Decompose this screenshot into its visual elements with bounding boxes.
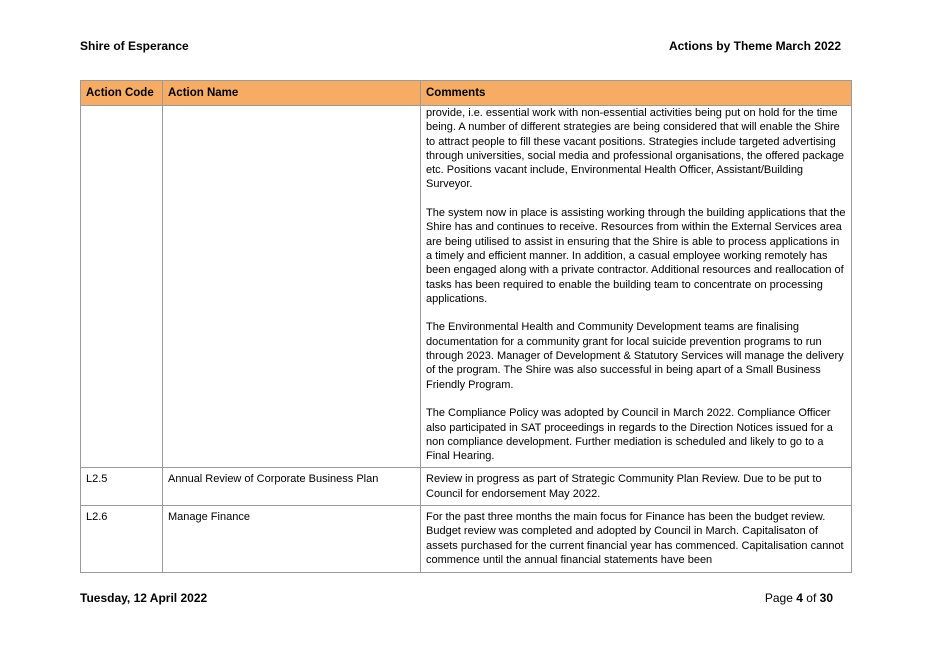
document-report-title: Actions by Theme March 2022 (668, 39, 841, 53)
action-name-cell: Manage Finance (163, 506, 421, 573)
comments-cell (421, 106, 852, 468)
page-of-label: of (806, 591, 817, 605)
action-code-cell (81, 106, 163, 468)
action-code-cell: L2.6 (81, 506, 163, 573)
page-number (765, 591, 833, 605)
comment-paragraph: The Environmental Health and Community Development teams are finalising documentation for a community grant for local suicide prevention programs to run through 2023. Manager of Development & Statutory Services will manage the delivery of the program. The Shire was also successful in being apart of a Small Business Friendly Program. (426, 321, 844, 391)
page-total: 30 (819, 591, 833, 605)
actions-table (80, 80, 852, 573)
action-name-cell (163, 106, 421, 468)
column-header-action-code: Action Code (81, 81, 163, 106)
comments-cell: For the past three months the main focus for Finance has been the budget review. Budget review was completed and adopted by Council in March. Capitalisaton of assets purchased for the current financial year has commenced. Capitalisation cannot commence until the annual financial statements have been (421, 506, 852, 573)
table-row (81, 468, 852, 506)
action-code-cell: L2.5 (81, 468, 163, 506)
page-current: 4 (796, 591, 803, 605)
table-row-continued (81, 106, 852, 468)
page-label: Page (764, 591, 793, 605)
comment-paragraph: The Compliance Policy was adopted by Council in March 2022. Compliance Officer also participated in SAT proceedings in regards to the Direction Notices issued for a non compliance development. Further mediation is scheduled and likely to go to a Final Hearing. (426, 407, 833, 463)
comment-paragraph: The system now in place is assisting working through the building applications that the Shire has and continues to receive. Resources from within the External Services area are being utilised to assist in ensuring that the Shire is able to process applications in a timely and efficient manner. In addition, a casual employee working remotely has been engaged along with a private contractor. Additional resources and reallocation of tasks has been required to enable the building team to concentrate on processing applications. (426, 207, 846, 305)
comments-cell: Review in progress as part of Strategic Community Plan Review. Due to be put to Council for endorsement May 2022. (421, 468, 852, 506)
footer-date: Tuesday, 12 April 2022 (80, 591, 208, 605)
column-header-comments: Comments (421, 81, 852, 106)
action-name-cell: Annual Review of Corporate Business Plan (163, 468, 421, 506)
table-header-row (81, 81, 852, 106)
document-org-name: Shire of Esperance (80, 39, 189, 53)
comment-paragraph: provide, i.e. essential work with non-essential activities being put on hold for the time being. A number of different strategies are being considered that will enable the Shire to attract people to fill these vacant positions. Strategies include targeted advertising through universities, social media and professional organisations, the offered package etc. Positions vacant include, Environmental Health Officer, Assistant/Building Surveyor. (426, 107, 845, 191)
table-row (81, 506, 852, 573)
column-header-action-name: Action Name (163, 81, 421, 106)
